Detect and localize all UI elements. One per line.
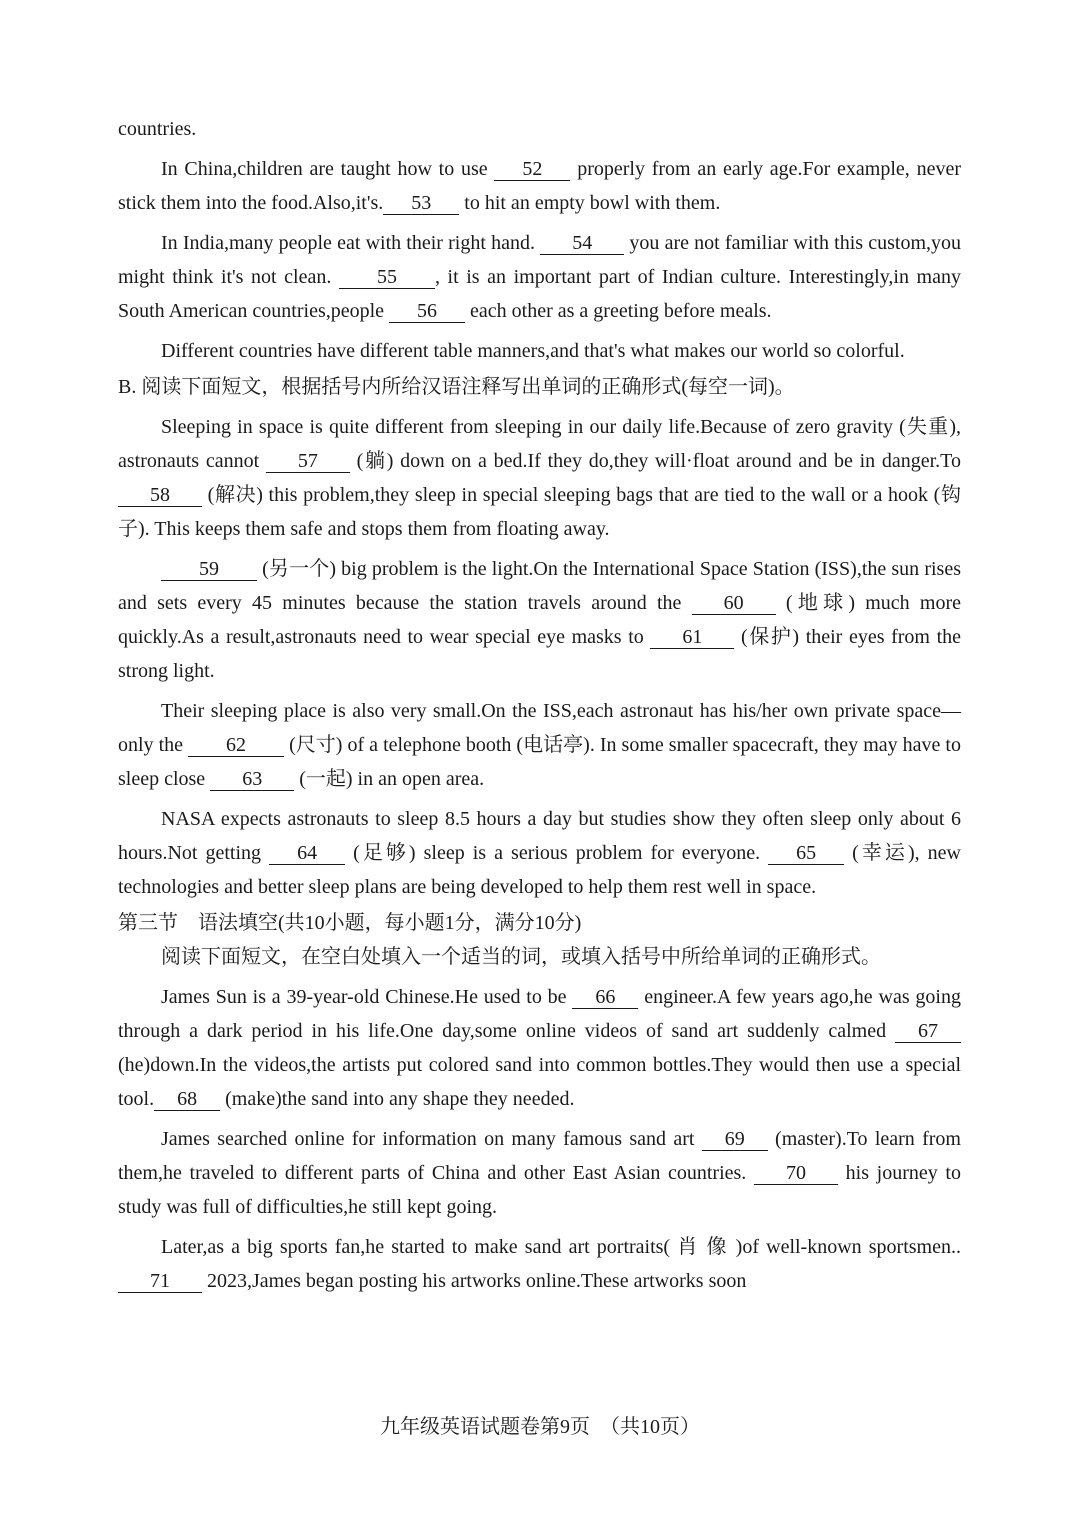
text: to hit an empty bowl with them.	[459, 192, 721, 214]
blank-58[interactable]: 58	[118, 484, 202, 507]
text: NASA expects astronauts to sleep 8.5 hours a day but studies show they often sleep only about 6 hours.Not getting	[118, 808, 961, 864]
text: properly from an early age.For example, never stick them into the food.Also,it's.	[118, 158, 961, 214]
paragraph-sleeping-place	[118, 694, 961, 796]
paragraph-sleeping-space	[118, 410, 961, 546]
blank-53[interactable]: 53	[383, 192, 459, 215]
text: (足够) sleep is a serious problem for everyone.	[345, 842, 769, 864]
blank-64[interactable]: 64	[269, 842, 345, 865]
text: (躺) down on a bed.If they do,they will·float around and be in danger.To	[349, 450, 961, 472]
text: B. 阅读下面短文，根据括号内所给汉语注释写出单词的正确形式(每空一词)。	[118, 376, 795, 398]
text: In India,many people eat with their right hand.	[161, 232, 541, 254]
text: (另一个) big problem is the light.On the International Space Station (ISS),the sun rises and sets every 45 minutes because the station travels around the	[118, 558, 961, 614]
blank-56[interactable]: 56	[389, 300, 465, 323]
text: (幸运), new technologies and better sleep plans are being developed to help them rest well in space.	[118, 842, 961, 898]
text: (地球) much more quickly.As a result,astronauts need to wear special eye masks to	[118, 592, 961, 648]
text: James searched online for information on many famous sand art	[161, 1128, 702, 1150]
text: you are not familiar with this custom,you might think it's not clean.	[118, 232, 962, 288]
text: his journey to study was full of difficulties,he still kept going.	[118, 1162, 961, 1218]
blank-59[interactable]: 59	[161, 558, 257, 581]
blank-65[interactable]: 65	[768, 842, 844, 865]
text: (he)down.In the videos,the artists put colored sand into common bottles.They would then use a special tool.	[118, 1054, 961, 1110]
paragraph-james-sun	[118, 980, 961, 1116]
text: (make)the sand into any shape they needed.	[220, 1088, 575, 1110]
text: (尺寸) of a telephone booth (电话亭). In some smaller spacecraft, they may have to sleep close	[118, 734, 961, 790]
text: each other as a greeting before meals.	[465, 300, 772, 322]
text: , it is an important part of Indian culture. Interestingly,in many South American countries,people	[118, 266, 961, 322]
text: In China,children are taught how to use	[161, 158, 495, 180]
text: James Sun is a 39-year-old Chinese.He used to be	[161, 986, 573, 1008]
blank-61[interactable]: 61	[650, 626, 734, 649]
blank-57[interactable]: 57	[266, 450, 350, 473]
paragraph-later	[118, 1230, 961, 1298]
blank-67[interactable]: 67	[895, 1020, 961, 1043]
page-content	[118, 112, 961, 1298]
text: 第三节 语法填空(共10小题，每小题1分，满分10分)	[118, 912, 582, 934]
section-3-instruction	[118, 940, 961, 974]
blank-55[interactable]: 55	[339, 266, 435, 289]
text: (一起) in an open area.	[294, 768, 485, 790]
text: Later,as a big sports fan,he started to make sand art portraits( 肖 像 )of well-known sportsmen..	[161, 1236, 961, 1258]
paragraph-nasa	[118, 802, 961, 904]
text: Their sleeping place is also very small.On the ISS,each astronaut has his/her own private space—only the	[118, 700, 961, 756]
paragraph-light-problem	[118, 552, 961, 688]
paragraph-countries	[118, 112, 961, 146]
paragraph-china	[118, 152, 961, 220]
blank-71[interactable]: 71	[118, 1270, 202, 1293]
paragraph-different-countries	[118, 334, 961, 368]
page-footer: 九年级英语试题卷第9页 （共10页）	[380, 1416, 700, 1438]
paragraph-india	[118, 226, 961, 328]
blank-66[interactable]: 66	[572, 986, 638, 1009]
blank-70[interactable]: 70	[754, 1162, 838, 1185]
blank-54[interactable]: 54	[540, 232, 624, 255]
blank-62[interactable]: 62	[188, 734, 284, 757]
text: Sleeping in space is quite different from sleeping in our daily life.Because of zero gravity (失重), astronauts cannot	[118, 416, 961, 472]
text: (解决) this problem,they sleep in special sleeping bags that are tied to the wall or a hook (钩子). This keeps them safe and stops them from floating away.	[118, 484, 961, 540]
text: 2023,James began posting his artworks online.These artworks soon	[202, 1270, 747, 1292]
blank-68[interactable]: 68	[154, 1088, 220, 1111]
blank-69[interactable]: 69	[702, 1128, 768, 1151]
text: Different countries have different table manners,and that's what makes our world so colorful.	[161, 340, 905, 362]
section-3-heading	[118, 906, 961, 940]
blank-52[interactable]: 52	[494, 158, 570, 181]
text: countries.	[118, 118, 197, 140]
section-b-heading	[118, 370, 961, 404]
paragraph-james-searched	[118, 1122, 961, 1224]
blank-63[interactable]: 63	[210, 768, 294, 791]
blank-60[interactable]: 60	[692, 592, 776, 615]
text: 阅读下面短文，在空白处填入一个适当的词，或填入括号中所给单词的正确形式。	[161, 946, 881, 968]
text: (保护) their eyes from the strong light.	[118, 626, 961, 682]
text: (master).To learn from them,he traveled to different parts of China and other East Asian countries.	[118, 1128, 961, 1184]
text: engineer.A few years ago,he was going through a dark period in his life.One day,some online videos of sand art suddenly calmed	[118, 986, 961, 1042]
